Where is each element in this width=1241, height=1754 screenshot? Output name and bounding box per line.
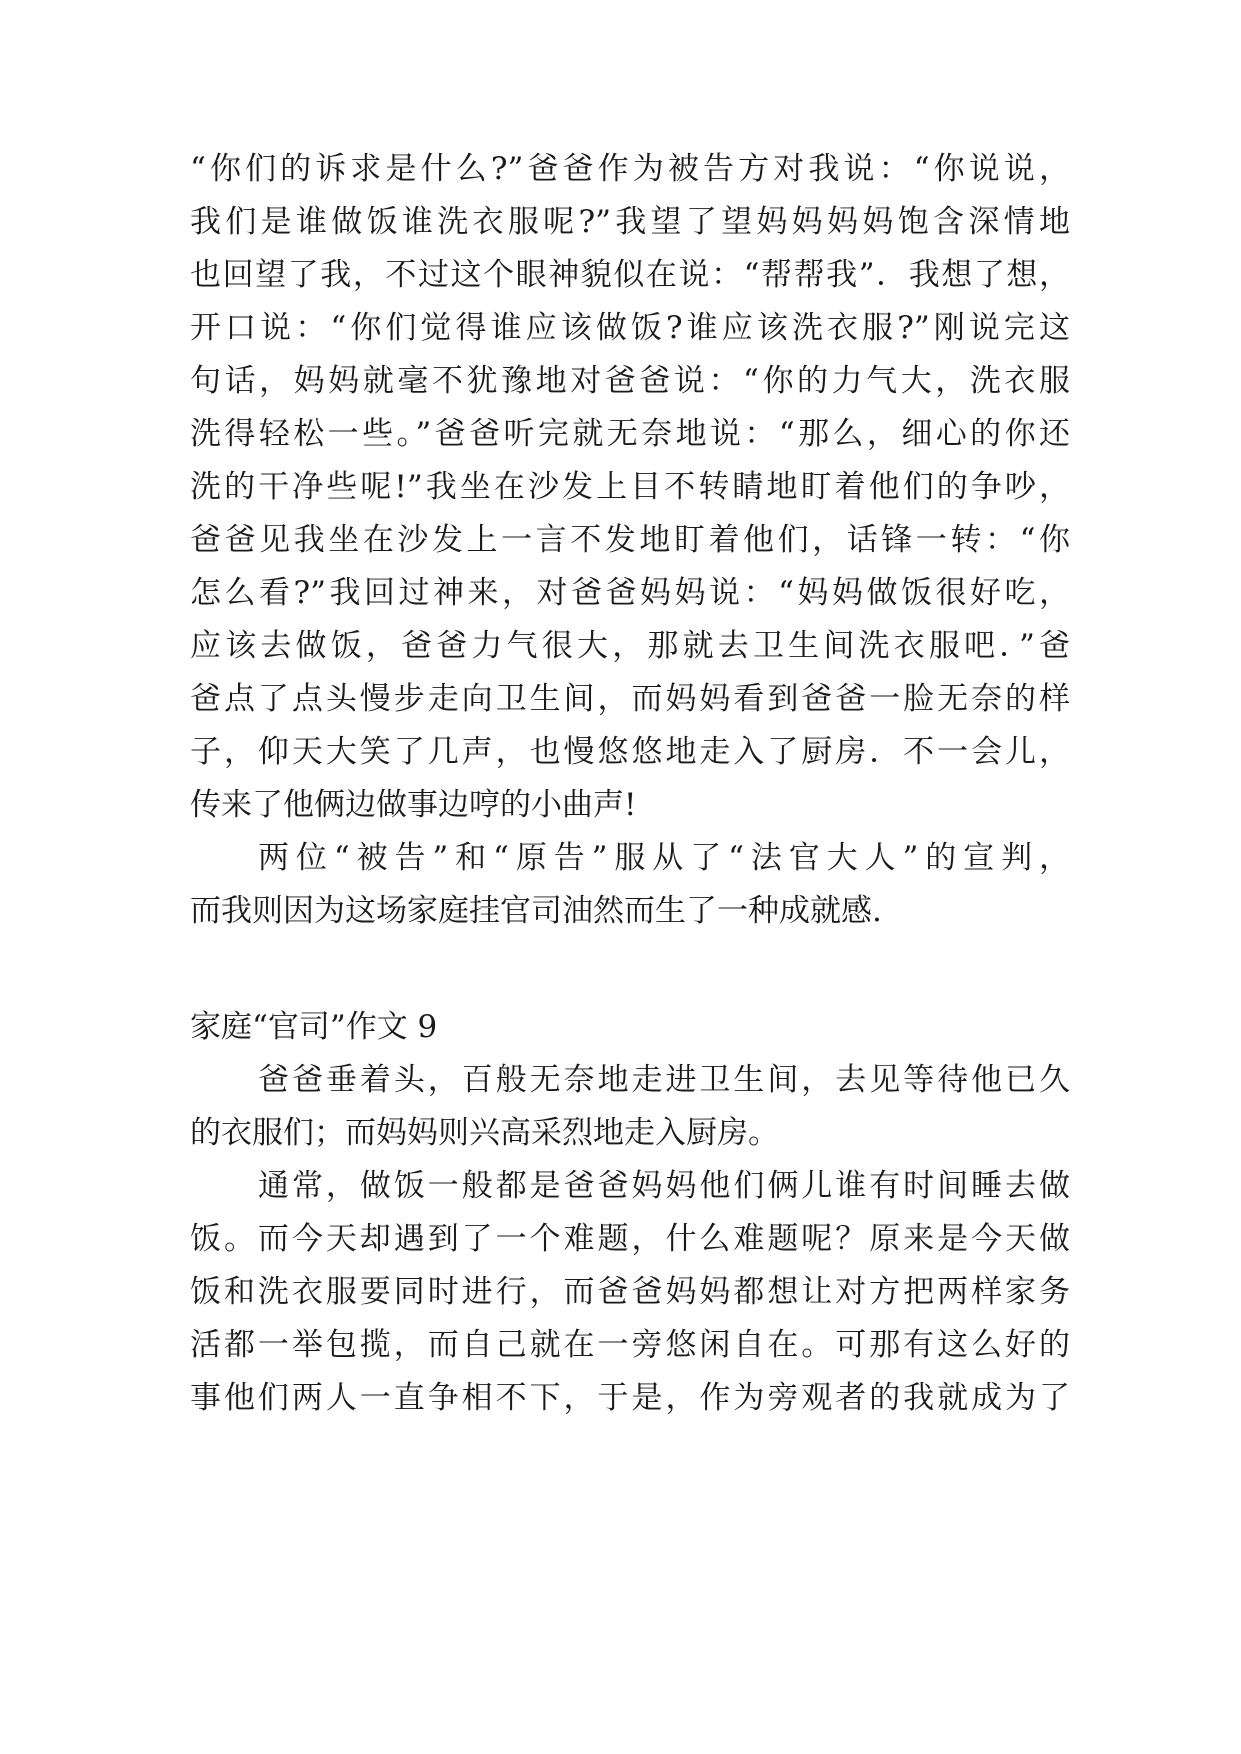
text-line: 子，仰天大笑了几声，也慢悠悠地走入了厨房．不一会儿， <box>190 734 1070 770</box>
text-line: 活都一举包揽，而自己就在一旁悠闲自在。可那有这么好的 <box>190 1327 1070 1363</box>
text-line: 的衣服们；而妈妈则兴高采烈地走入厨房。 <box>190 1115 779 1151</box>
text-line: 应该去做饭，爸爸力气很大，那就去卫生间洗衣服吧．”爸 <box>190 628 1070 664</box>
text-line: 传来了他俩边做事边哼的小曲声! <box>190 787 637 823</box>
text-line: 爸爸垂着头，百般无奈地走进卫生间，去见等待他已久 <box>258 1062 1070 1098</box>
text-line: 事他们两人一直争相不下，于是，作为旁观者的我就成为了 <box>190 1380 1070 1416</box>
section-heading: 家庭“官司”作文 9 <box>190 1009 438 1045</box>
text-line: 我们是谁做饭谁洗衣服呢?”我望了望妈妈妈妈饱含深情地 <box>190 204 1070 240</box>
text-line: 两位“被告”和“原告”服从了“法官大人”的宣判， <box>258 840 1070 876</box>
text-line: “你们的诉求是什么?”爸爸作为被告方对我说：“你说说， <box>190 151 1070 187</box>
text-line: 饭。而今天却遇到了一个难题，什么难题呢？原来是今天做 <box>190 1221 1070 1257</box>
text-line: 句话，妈妈就毫不犹豫地对爸爸说：“你的力气大，洗衣服 <box>190 363 1070 399</box>
text-line: 洗得轻松一些。”爸爸听完就无奈地说：“那么，细心的你还 <box>190 416 1070 452</box>
text-line: 开口说：“你们觉得谁应该做饭?谁应该洗衣服?”刚说完这 <box>190 310 1070 346</box>
text-line: 而我则因为这场家庭挂官司油然而生了一种成就感. <box>190 893 882 929</box>
text-line: 也回望了我，不过这个眼神貌似在说：“帮帮我”．我想了想， <box>190 257 1070 293</box>
text-line: 怎么看?”我回过神来，对爸爸妈妈说：“妈妈做饭很好吃， <box>190 575 1070 611</box>
text-line: 爸爸见我坐在沙发上一言不发地盯着他们，话锋一转：“你 <box>190 522 1070 558</box>
text-line: 通常，做饭一般都是爸爸妈妈他们俩儿谁有时间睡去做 <box>258 1168 1070 1204</box>
text-line: 饭和洗衣服要同时进行，而爸爸妈妈都想让对方把两样家务 <box>190 1274 1070 1310</box>
text-line: 爸点了点头慢步走向卫生间，而妈妈看到爸爸一脸无奈的样 <box>190 681 1070 717</box>
text-line: 洗的干净些呢!”我坐在沙发上目不转睛地盯着他们的争吵， <box>190 469 1070 505</box>
